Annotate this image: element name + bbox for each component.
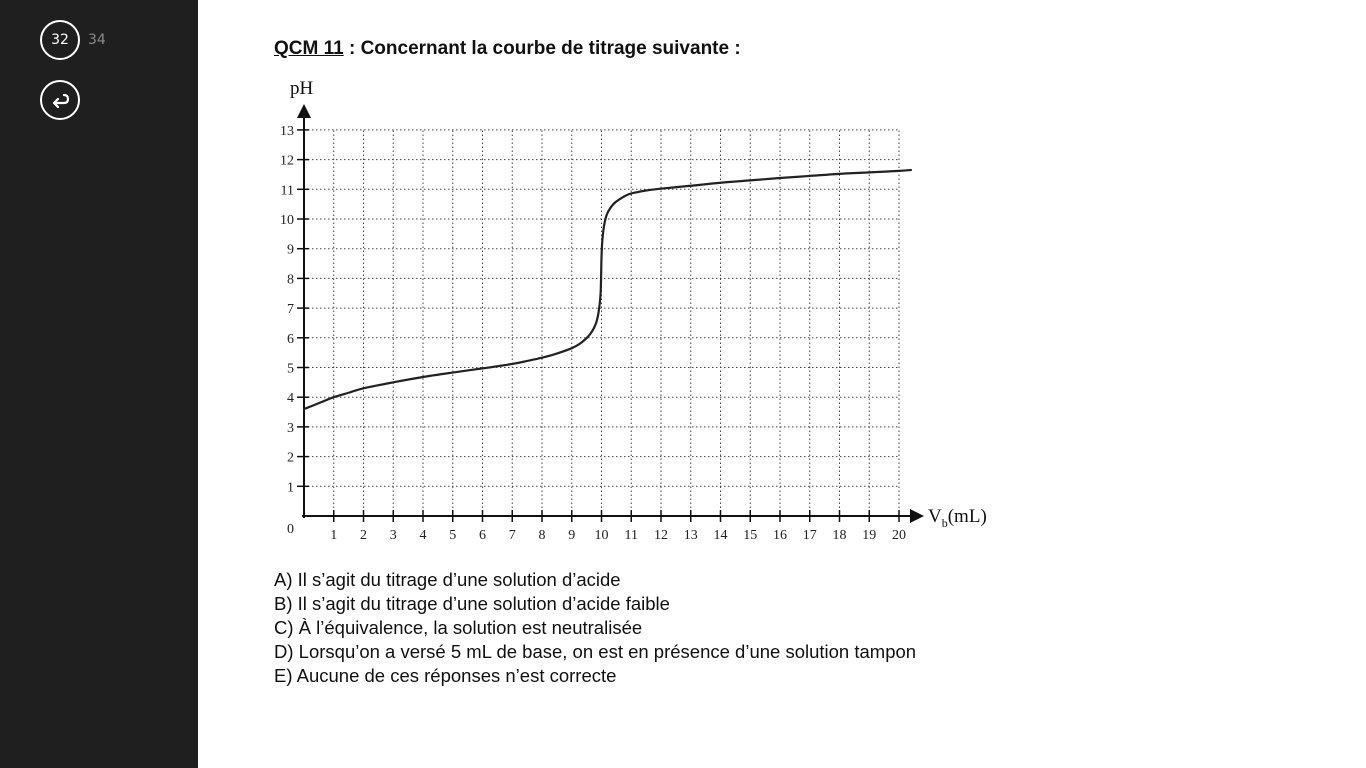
x-tick-label: 4 xyxy=(419,528,427,543)
answer-a[interactable]: A) Il s’agit du titrage d’une solution d’acide xyxy=(274,569,621,590)
x-tick-label: 17 xyxy=(802,528,817,543)
y-tick-label: 1 xyxy=(287,480,294,496)
question-title-text: : Concernant la courbe de titrage suivante : xyxy=(343,38,741,59)
chart-axes xyxy=(297,104,924,523)
x-axis-label xyxy=(928,506,987,530)
x-tick-label: 7 xyxy=(508,528,516,543)
titration-chart xyxy=(198,0,1366,560)
x-tick-label: 9 xyxy=(568,528,576,543)
titration-curve xyxy=(304,170,911,409)
x-tick-label: 3 xyxy=(389,528,397,543)
x-axis-label-unit: (mL) xyxy=(947,506,987,527)
y-tick-label: 3 xyxy=(287,420,294,436)
y-tick-label: 2 xyxy=(287,450,294,466)
y-tick-label: 9 xyxy=(287,242,294,258)
y-axis-label: pH xyxy=(290,78,314,99)
answer-d[interactable]: D) Lorsqu’on a versé 5 mL de base, on est en présence d’une solution tampon xyxy=(274,641,917,662)
y-tick-label: 4 xyxy=(287,391,294,407)
x-tick-label: 8 xyxy=(538,528,546,543)
question-number: QCM 11 xyxy=(274,38,344,59)
total-slides: 34 xyxy=(88,32,106,48)
sidebar xyxy=(0,0,198,768)
x-tick-label: 5 xyxy=(449,528,457,543)
x-tick-label: 18 xyxy=(832,528,847,543)
chart-grid xyxy=(304,130,899,516)
answer-b[interactable]: B) Il s’agit du titrage d’une solution d’acide faible xyxy=(274,593,670,614)
chart-series xyxy=(304,170,911,409)
x-tick-label: 12 xyxy=(654,528,668,543)
x-axis-label-subscript: b xyxy=(941,516,948,530)
x-tick-label: 19 xyxy=(862,528,877,543)
y-tick-label: 12 xyxy=(280,153,294,169)
x-tick-label: 1 xyxy=(330,528,338,543)
x-tick-label: 20 xyxy=(892,528,906,543)
x-axis-label-main: V xyxy=(928,506,942,527)
slide-counter xyxy=(40,20,106,60)
y-tick-label: 11 xyxy=(280,183,294,199)
x-tick-label: 6 xyxy=(479,528,486,543)
x-tick-label: 11 xyxy=(624,528,638,543)
x-tick-label: 13 xyxy=(683,528,698,543)
back-button[interactable] xyxy=(40,80,80,120)
x-tick-label: 10 xyxy=(594,528,609,543)
x-tick-label: 15 xyxy=(743,528,758,543)
x-tick-label: 16 xyxy=(773,528,787,543)
y-tick-label: 7 xyxy=(287,302,294,318)
slide xyxy=(198,0,1366,768)
answers-list xyxy=(274,568,916,688)
y-tick-label: 13 xyxy=(280,123,294,139)
y-tick-label: 10 xyxy=(280,213,294,228)
x-axis-arrow xyxy=(910,509,924,523)
x-tick-label: 2 xyxy=(360,528,367,543)
chart-ticks xyxy=(280,124,906,543)
return-arrow-icon xyxy=(50,92,70,108)
y-tick-label: 8 xyxy=(287,272,294,288)
answer-c[interactable]: C) À l’équivalence, la solution est neutralisée xyxy=(274,617,643,638)
current-slide-number[interactable]: 32 xyxy=(40,20,80,60)
x-tick-label: 14 xyxy=(713,528,728,543)
answer-e[interactable]: E) Aucune de ces réponses n’est correcte xyxy=(274,665,617,686)
y-tick-label: 6 xyxy=(287,331,294,347)
y-axis-arrow xyxy=(297,104,311,118)
origin-label: 0 xyxy=(287,522,294,537)
y-tick-label: 5 xyxy=(287,361,294,377)
